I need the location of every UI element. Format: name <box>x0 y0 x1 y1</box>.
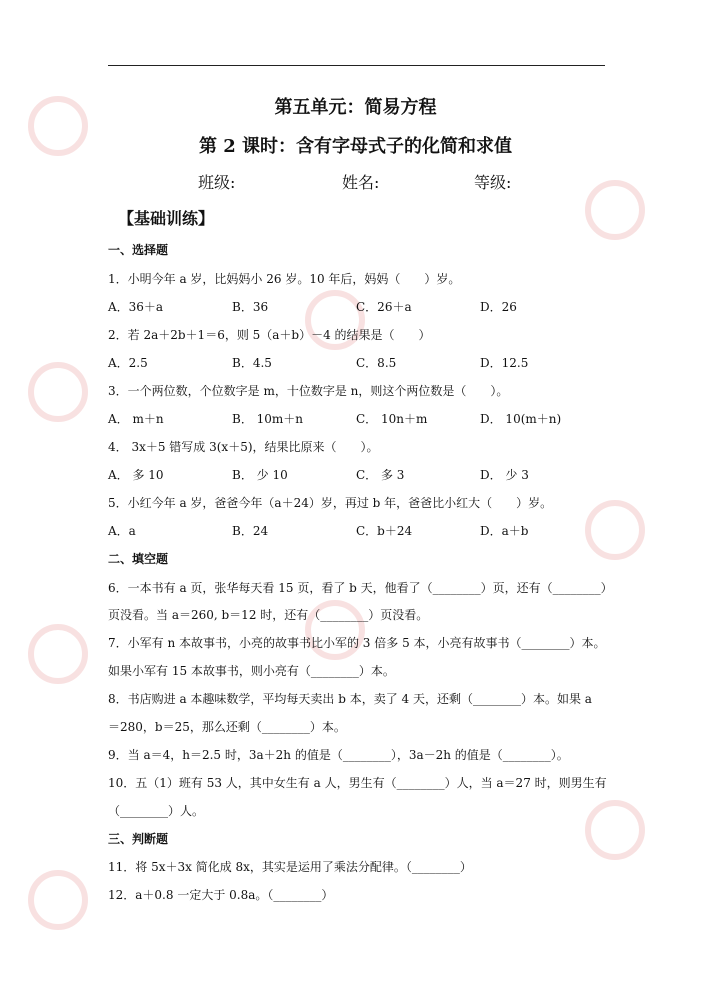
q4-option-d: D． 少 3 <box>480 468 529 482</box>
section-judge-heading: 三、判断题 <box>108 832 169 846</box>
q1-option-b: B．36 <box>232 300 269 314</box>
question-8-line1: 8．书店购进 a 本趣味数学，平均每天卖出 b 本，卖了 4 天，还剩（________）本。如果 a <box>108 692 592 706</box>
question-6-line2: 页没看。当 a＝260, b＝12 时，还有（________）页没看。 <box>108 608 429 622</box>
page-title: 第五单元：简易方程 <box>274 97 437 118</box>
question-9: 9．当 a＝4，h＝2.5 时，3a＋2h 的值是（________），3a－2h 的值是（________）。 <box>108 748 569 762</box>
q2-option-c: C．8.5 <box>356 356 397 370</box>
question-10-line2: （________）人。 <box>108 804 205 818</box>
name-label: 姓名: <box>342 173 380 192</box>
q2-option-b: B．4.5 <box>232 356 272 370</box>
q4-option-b: B． 少 10 <box>232 468 288 482</box>
question-11: 11．将 5x＋3x 简化成 8x，其实是运用了乘法分配律。（________） <box>108 860 472 874</box>
header-rule <box>108 65 605 66</box>
watermark-left-bottom <box>28 624 88 684</box>
q4-option-a: A． 多 10 <box>108 468 164 482</box>
q1-option-c: C．26＋a <box>356 300 412 314</box>
watermark-left-mid <box>28 362 88 422</box>
grade-label: 等级: <box>474 173 512 192</box>
basic-training-heading: 【基础训练】 <box>118 209 215 228</box>
watermark-right-bottom <box>585 800 645 860</box>
question-3: 3．一个两位数，个位数字是 m，十位数字是 n，则这个两位数是（ ）。 <box>108 384 509 398</box>
class-label: 班级: <box>198 173 236 192</box>
watermark-left-lower <box>28 870 88 930</box>
q1-option-d: D．26 <box>480 300 517 314</box>
q3-option-b: B． 10m＋n <box>232 412 304 426</box>
page-subtitle: 第 2 课时：含有字母式子的化简和求值 <box>198 136 513 157</box>
q2-option-a: A．2.5 <box>108 356 148 370</box>
question-7-line1: 7．小军有 n 本故事书，小亮的故事书比小军的 3 倍多 5 本，小亮有故事书（________）本。 <box>108 636 606 650</box>
question-1: 1．小明今年 a 岁，比妈妈小 26 岁。10 年后，妈妈（ ）岁。 <box>108 272 461 286</box>
student-info-line <box>0 170 711 194</box>
q5-option-d: D．a＋b <box>480 524 529 538</box>
question-12: 12．a＋0.8 一定大于 0.8a。（________） <box>108 888 334 902</box>
question-2: 2．若 2a＋2b＋1＝6，则 5（a＋b）－4 的结果是（ ） <box>108 328 431 342</box>
question-6-line1: 6．一本书有 a 页，张华每天看 15 页，看了 b 天，他看了（________）页，还有（________） <box>108 581 613 595</box>
question-8-line2: ＝280，b＝25，那么还剩（________）本。 <box>108 720 346 734</box>
q1-option-a: A．36＋a <box>108 300 164 314</box>
question-10-line1: 10．五（1）班有 53 人，其中女生有 a 人，男生有（________）人，当 a＝27 时，则男生有 <box>108 776 607 790</box>
q4-option-c: C． 多 3 <box>356 468 405 482</box>
q5-option-c: C．b＋24 <box>356 524 413 538</box>
q3-option-a: A． m＋n <box>108 412 164 426</box>
question-5: 5．小红今年 a 岁，爸爸今年（a＋24）岁，再过 b 年，爸爸比小红大（ ）岁。 <box>108 496 553 510</box>
section-choice-heading: 一、选择题 <box>108 243 169 257</box>
question-7-line2: 如果小军有 15 本故事书，则小亮有（________）本。 <box>108 664 395 678</box>
q2-option-d: D．12.5 <box>480 356 529 370</box>
section-fill-heading: 二、填空题 <box>108 552 169 566</box>
q3-option-d: D． 10(m＋n) <box>480 412 562 426</box>
watermark-right-mid <box>585 500 645 560</box>
q5-option-b: B．24 <box>232 524 269 538</box>
q5-option-a: A．a <box>108 524 136 538</box>
question-4: 4． 3x＋5 错写成 3(x＋5)，结果比原来（ ）。 <box>108 440 379 454</box>
q3-option-c: C． 10n＋m <box>356 412 428 426</box>
